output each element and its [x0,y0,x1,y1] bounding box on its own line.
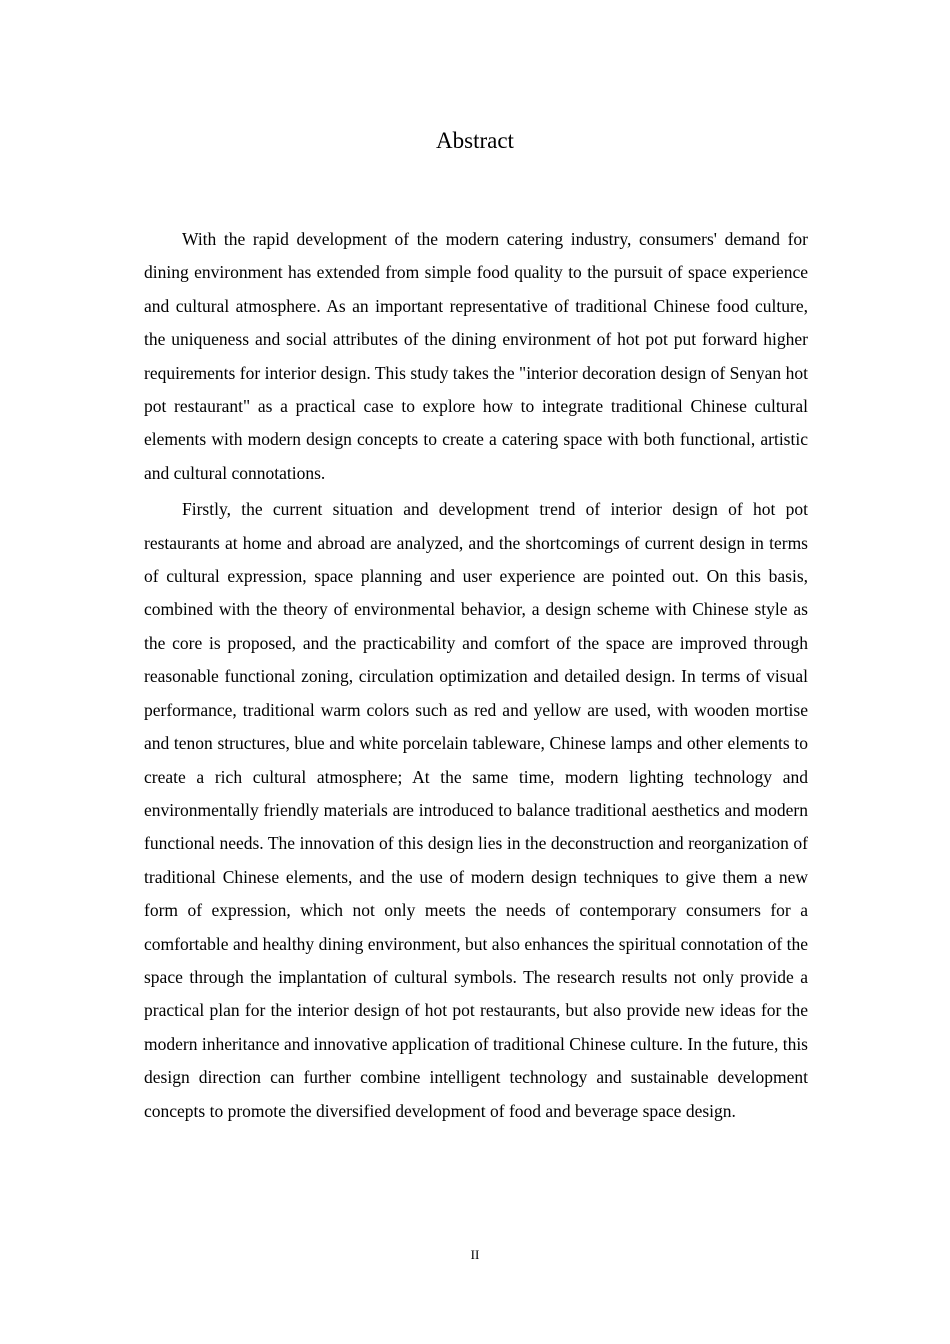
page-title: Abstract [436,128,514,153]
abstract-paragraph-2: Firstly, the current situation and development trend of interior design of hot pot restaurants at home and abroad are analyzed, and the shortcomings of current design in terms of cultural expression, space planning and user experience are pointed out. On this basis, combined with the theory of environmental behavior, a design scheme with Chinese style as the core is proposed, and the practicability and comfort of the space are improved through reasonable functional zoning, circulation optimization and detailed design. In terms of visual performance, traditional warm colors such as red and yellow are used, with wooden mortise and tenon structures, blue and white porcelain tableware, Chinese lamps and other elements to create a rich cultural atmosphere; At the same time, modern lighting technology and environmentally friendly materials are introduced to balance traditional aesthetics and modern functional needs. The innovation of this design lies in the deconstruction and reorganization of traditional Chinese elements, and the use of modern design techniques to give them a new form of expression, which not only meets the needs of contemporary consumers for a comfortable and healthy dining environment, but also enhances the spiritual connotation of the space through the implantation of cultural symbols. The research results not only provide a practical plan for the interior design of hot pot restaurants, but also provide new ideas for the modern inheritance and innovative application of traditional Chinese culture. In the future, this design direction can further combine intelligent technology and sustainable development concepts to promote the diversified development of food and beverage space design. [144,499,808,1121]
page-number: II [470,1247,480,1262]
abstract-paragraph-1: With the rapid development of the modern catering industry, consumers' demand for dining environment has extended from simple food quality to the pursuit of space experience and cultural atmosphere. As an important representative of traditional Chinese food culture, the uniqueness and social attributes of the dining environment of hot pot put forward higher requirements for interior design. This study takes the "interior decoration design of Senyan hot pot restaurant" as a practical case to explore how to integrate traditional Chinese cultural elements with modern design concepts to create a catering space with both functional, artistic and cultural connotations. [144,229,808,483]
abstract-body [144,223,808,1131]
